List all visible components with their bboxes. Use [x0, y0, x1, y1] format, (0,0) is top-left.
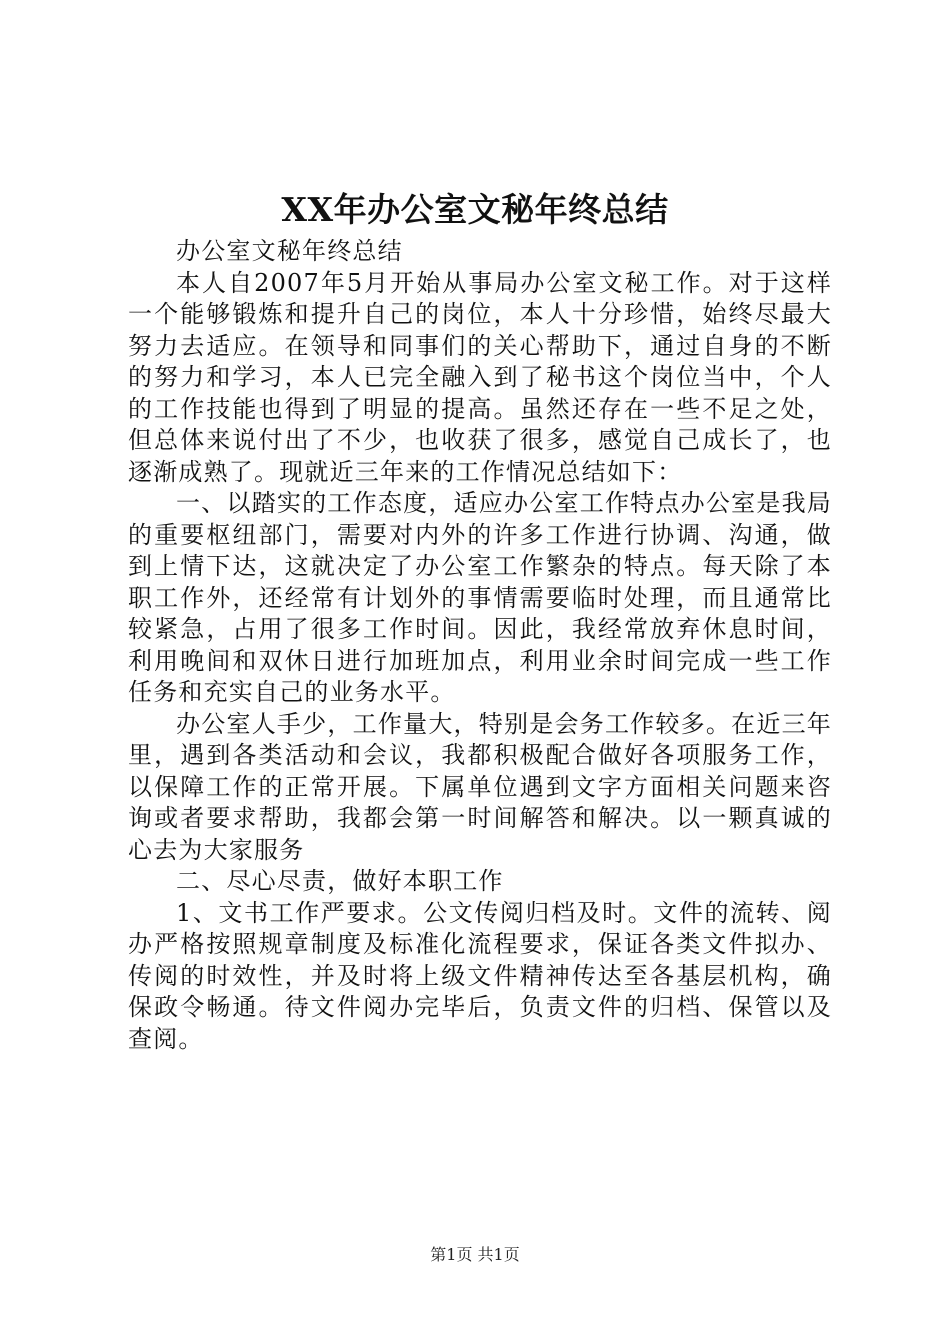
document-title: XX年办公室文秘年终总结 — [281, 190, 669, 229]
paragraph-subtitle: 办公室文秘年终总结 — [176, 237, 403, 265]
paragraph-section-one: 一、以踏实的工作态度，适应办公室工作特点办公室是我局的重要枢纽部门，需要对内外的许多工作进行协调、沟通，做到上情下达，这就决定了办公室工作繁杂的特点。每天除了本职工作外，还经常有计划外的事情需要临时处理，而且通常比较紧急，占用了很多工作时间。因此，我经常放弃休息时间，利用晚间和双休日进行加班加点，利用业余时间完成一些工作任务和充实自己的业务水平。 — [128, 489, 832, 706]
paragraph-intro: 本人自2007年5月开始从事局办公室文秘工作。对于这样一个能够锻炼和提升自己的岗位，本人十分珍惜，始终尽最大努力去适应。在领导和同事们的关心帮助下，通过自身的不断的努力和学习，本人已完全融入到了秘书这个岗位当中，个人的工作技能也得到了明显的提高。虽然还存在一些不足之处，但总体来说付出了不少，也收获了很多，感觉自己成长了，也逐渐成熟了。现就近三年来的工作情况总结如下： — [128, 268, 832, 486]
document-body — [128, 236, 832, 1055]
paragraph-section-two-heading: 二、尽心尽责，做好本职工作 — [176, 867, 504, 895]
page-number-footer: 第1页 共1页 — [430, 1245, 520, 1264]
paragraph-office-service: 办公室人手少，工作量大，特别是会务工作较多。在近三年里，遇到各类活动和会议，我都积极配合做好各项服务工作，以保障工作的正常开展。下属单位遇到文字方面相关问题来咨询或者要求帮助，我都会第一时间解答和解决。以一颗真诚的心去为大家服务 — [128, 709, 832, 864]
paragraph-document-work: 1、文书工作严要求。公文传阅归档及时。文件的流转、阅办严格按照规章制度及标准化流程要求，保证各类文件拟办、传阅的时效性，并及时将上级文件精神传达至各基层机构，确保政令畅通。待文件阅办完毕后，负责文件的归档、保管以及查阅。 — [128, 898, 832, 1053]
